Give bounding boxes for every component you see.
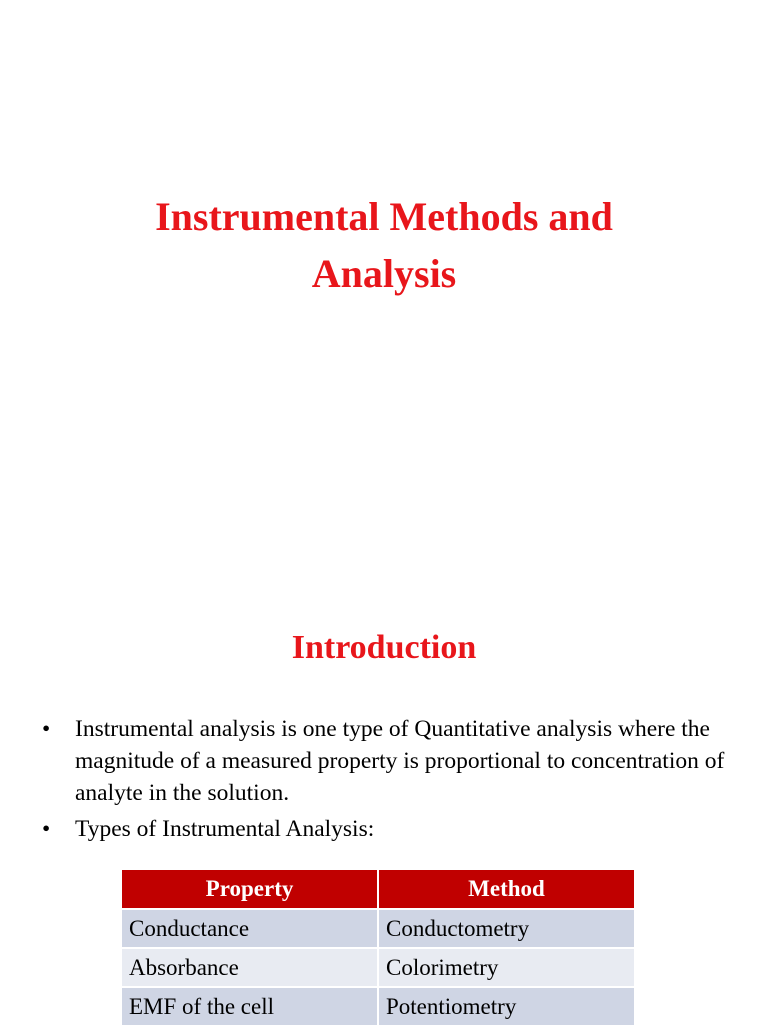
- table-row: [122, 987, 634, 1025]
- table-row: [122, 909, 634, 948]
- bullet-list: [42, 713, 732, 849]
- bullet-item: [42, 813, 732, 845]
- table-cell-property: Absorbance: [122, 948, 378, 987]
- bullet-item: [42, 713, 732, 809]
- bullet-mark: •: [42, 816, 51, 842]
- header-property: Property: [122, 870, 378, 909]
- table-cell-method: Conductometry: [378, 909, 634, 948]
- section-heading: Introduction: [291, 629, 477, 666]
- slide-title-line-2: Analysis: [311, 251, 457, 296]
- table-header-row: [122, 870, 634, 909]
- slide-title: [0, 188, 768, 302]
- table-cell-property: Conductance: [122, 909, 378, 948]
- slide-title-line-1: Instrumental Methods and: [155, 194, 613, 239]
- header-method: Method: [378, 870, 634, 909]
- table-cell-property: EMF of the cell: [122, 987, 378, 1025]
- bullet-text: Types of Instrumental Analysis:: [75, 816, 375, 842]
- table-row: [122, 948, 634, 987]
- table-cell-method: Potentiometry: [378, 987, 634, 1025]
- bullet-mark: •: [42, 716, 51, 742]
- table-cell-method: Colorimetry: [378, 948, 634, 987]
- methods-table: [122, 870, 634, 1025]
- bullet-text: Instrumental analysis is one type of Quantitative analysis where the magnitude of a measured property is proportional to concentration of analyte in the solution.: [75, 716, 725, 806]
